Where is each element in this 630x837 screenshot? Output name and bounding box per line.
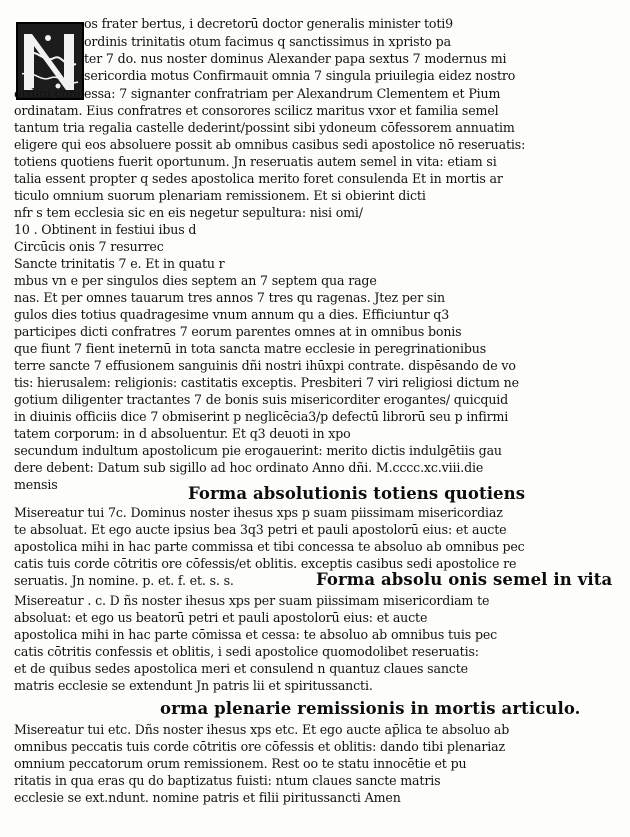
body-line-3: ter 7 do. nus noster dominus Alexander papa sextus 7 modernus mi xyxy=(84,51,507,66)
body-line-5: ordini concessa: 7 signanter confratriam per Alexandrum Clementem et Pium xyxy=(14,86,501,101)
totiens-line-1: Misereatur tui 7c. Dominus noster ihesus xps p suam piissimam misericordiaz xyxy=(14,505,503,520)
body-line-28: mensis xyxy=(14,477,58,492)
body-line-19: participes dicti confratres 7 eorum parentes omnes at in omnibus bonis xyxy=(14,324,462,339)
body-line-11: ticulo omnium suorum plenariam remissionem. Et si obierint dicti xyxy=(14,188,426,203)
body-line-4: sericordia motus Confirmauit omnia 7 singula priuilegia eidez nostro xyxy=(84,68,516,83)
plenary-line-4: ritatis in qua eras qu do baptizatus fuisti: ntum claues sancte matris xyxy=(14,773,441,788)
body-line-13: 10 . Obtinent in festiui ibus d xyxy=(14,222,197,237)
body-line-9: totiens quotiens fuerit oportunum. Jn reseruatis autem semel in vita: etiam si xyxy=(14,154,497,169)
body-line-10: talia essent propter q sedes apostolica merito foret consulenda Et in mortis ar xyxy=(14,171,503,186)
body-line-26: secundum indultum apostolicum pie erogauerint: merito dictis indulgētiis gau xyxy=(14,443,502,458)
plenary-line-3: omnium peccatorum orum remissionem. Rest oo te statu innocētie et pu xyxy=(14,756,467,771)
body-line-20: que fiunt 7 fient ineternū in tota sancta matre ecclesie in peregrinationibus xyxy=(14,341,487,356)
body-line-16: mbus vn e per singulos dies septem an 7 septem qua rage xyxy=(14,273,377,288)
semel-line-3: apostolica mihi in hac parte cōmissa et cessa: te absoluo ab omnibus tuis pec xyxy=(14,627,498,642)
plenary-line-2: omnibus peccatis tuis corde cōtritis ore cōfessis et oblitis: dando tibi plenariaz xyxy=(14,739,505,754)
semel-line-4: catis cōtritis confessis et oblitis, i sedi apostolice quomodolibet reseruatis: xyxy=(14,644,479,659)
totiens-line-2: te absoluat. Et ego aucte ipsius bea 3q3 petri et pauli apostolorū eius: et aucte xyxy=(14,522,507,537)
body-line-12: nfr s tem ecclesia sic en eis negetur sepultura: nisi omi/ xyxy=(14,205,363,220)
plenary-line-1: Misereatur tui etc. Dñs noster ihesus xps etc. Et ego aucte ap̄lica te absoluo ab xyxy=(14,722,510,737)
body-line-2: ordinis trinitatis otum facimus q sanctissimus in xpristo pa xyxy=(84,34,451,49)
body-line-27: dere debent: Datum sub sigillo ad hoc ordinato Anno dñi. M.cccc.xc.viii.die xyxy=(14,460,484,475)
heading-absolution-totiens: Forma absolutionis totiens quotiens xyxy=(188,484,526,503)
body-line-15: Sancte trinitatis 7 e. Et in quatu r xyxy=(14,256,225,271)
body-line-8: eligere qui eos absoluere possit ab omnibus casibus sedi apostolice nō reseruatis: xyxy=(14,137,526,152)
heading-plenary-remission: orma plenarie remissionis in mortis articulo. xyxy=(160,699,581,718)
semel-line-6: matris ecclesie se extendunt Jn patris lii et spiritussancti. xyxy=(14,678,373,693)
totiens-line-3: apostolica mihi in hac parte commissa et tibi concessa te absoluo ab omnibus pec xyxy=(14,539,525,554)
semel-line-5: et de quibus sedes apostolica meri et consulend n quantuz claues sancte xyxy=(14,661,468,676)
body-line-14: Circūcis onis 7 resurrec xyxy=(14,239,164,254)
body-line-18: gulos dies totius quadragesime vnum annum qu a dies. Efficiuntur q3 xyxy=(14,307,450,322)
totiens-line-4: catis tuis corde cōtritis ore cōfessis/et oblitis. exceptis casibus sedi apostolice re xyxy=(14,556,517,571)
body-line-22: tis: hierusalem: religionis: castitatis exceptis. Presbiteri 7 viri religiosi dictum ne xyxy=(14,375,519,390)
totiens-line-5: seruatis. Jn nomine. p. et. f. et. s. s. xyxy=(14,573,234,588)
plenary-line-5: ecclesie se ext.ndunt. nomine patris et filii piritussancti Amen xyxy=(14,790,401,805)
semel-line-1: Misereatur . c. D ñs noster ihesus xps per suam piissimam misericordiam te xyxy=(14,593,490,608)
body-line-24: in diuinis officiis dice 7 obmiserint p neglicēcia3/p defectū librorū seu p infirmi xyxy=(14,409,509,424)
body-line-6: ordinatam. Eius confratres et consorores scilicz maritus vxor et familia semel xyxy=(14,103,499,118)
body-line-7: tantum tria regalia castelle dederint/possint sibi ydoneum cōfessorem annuatim xyxy=(14,120,515,135)
body-line-21: terre sancte 7 effusionem sanguinis dñi nostri ihūxpi contrate. dispēsando de vo xyxy=(14,358,516,373)
body-line-1: os frater bertus, i decretorū doctor generalis minister toti9 xyxy=(84,16,453,31)
semel-line-2: absoluat: et ego us beatorū petri et pauli apostolorū eius: et aucte xyxy=(14,610,428,625)
body-line-23: gotium diligenter tractantes 7 de bonis suis misericorditer erogantes/ quicquid xyxy=(14,392,509,407)
body-line-25: tatem corporum: in d absoluentur. Et q3 deuoti in xpo xyxy=(14,426,351,441)
body-line-17: nas. Et per omnes tauarum tres annos 7 tres qu ragenas. Jtez per sin xyxy=(14,290,445,305)
heading-absolution-semel: Forma absolu onis semel in vita xyxy=(316,570,613,589)
